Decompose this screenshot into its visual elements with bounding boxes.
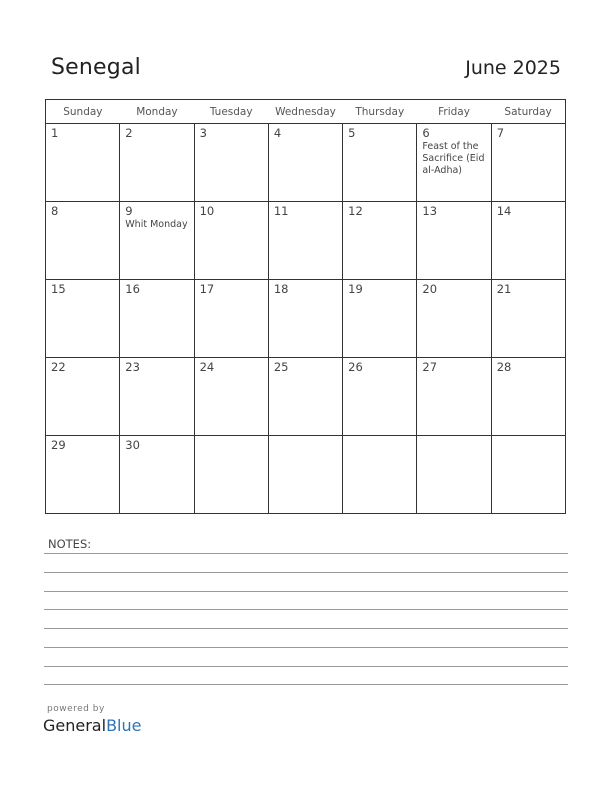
calendar-day-cell: [194, 358, 268, 436]
day-number: 6: [422, 126, 430, 140]
day-cell-content: [120, 358, 193, 435]
day-cell-content: [343, 358, 416, 435]
day-number: 2: [125, 126, 133, 140]
calendar-day-cell: [268, 358, 342, 436]
calendar-body: [46, 124, 566, 514]
day-number: 14: [496, 204, 512, 218]
day-cell-content: [269, 358, 342, 435]
calendar-week-row: [46, 436, 566, 514]
day-cell-content: [343, 124, 416, 201]
day-cell-content: [120, 124, 193, 201]
day-cell-content: [46, 202, 119, 279]
calendar-week-row: [46, 358, 566, 436]
day-number: 26: [348, 360, 363, 374]
day-number: 25: [273, 360, 289, 374]
day-number: 10: [199, 204, 215, 218]
day-cell-content: [46, 124, 119, 201]
calendar-day-cell: [343, 202, 417, 280]
day-number: 27: [422, 360, 438, 374]
day-cell-content: [46, 436, 119, 513]
day-cell-content: [492, 358, 565, 435]
calendar-day-cell: [268, 202, 342, 280]
day-cell-content: [195, 124, 268, 201]
day-number: 4: [273, 126, 282, 140]
day-number: 24: [199, 360, 215, 374]
day-cell-content: [195, 202, 268, 279]
day-number: 28: [496, 360, 512, 374]
day-cell-content: [492, 280, 565, 357]
day-cell-content: [120, 280, 193, 357]
holiday-label: Whit Monday: [125, 219, 188, 230]
calendar-day-cell: [194, 202, 268, 280]
calendar-day-cell: [120, 280, 194, 358]
note-line: [44, 609, 568, 610]
note-line: [44, 553, 568, 554]
calendar-week-row: [46, 124, 566, 202]
calendar-day-cell: [46, 202, 120, 280]
day-cell-content: [417, 202, 490, 279]
day-number: 3: [199, 126, 207, 140]
note-line: [44, 666, 568, 667]
calendar-month-title: June 2025: [465, 57, 561, 79]
generalblue-logo: [43, 716, 141, 735]
day-cell-content: [492, 124, 565, 201]
day-number: 9: [125, 204, 133, 218]
note-line: [44, 572, 568, 573]
calendar-day-cell: [120, 436, 194, 514]
calendar-grid: [45, 99, 566, 514]
calendar-day-cell: [417, 124, 491, 202]
calendar-day-cell: [417, 436, 491, 514]
day-number: 13: [422, 204, 438, 218]
day-cell-content: [269, 280, 342, 357]
day-cell-content: [417, 358, 490, 435]
calendar-day-cell: [120, 202, 194, 280]
calendar-day-cell: [417, 358, 491, 436]
day-cell-content: [492, 202, 565, 279]
note-line: [44, 591, 568, 592]
day-cell-content: [269, 436, 342, 513]
calendar-day-cell: [491, 202, 565, 280]
day-number: 19: [348, 282, 363, 296]
calendar-week-row: [46, 202, 566, 280]
calendar-day-cell: [46, 436, 120, 514]
day-cell-content: [195, 280, 268, 357]
weekday-header-row: [46, 100, 566, 124]
calendar-day-cell: [268, 436, 342, 514]
calendar-day-cell: [120, 358, 194, 436]
calendar-day-cell: [194, 280, 268, 358]
note-line: [44, 647, 568, 648]
day-number: 12: [348, 204, 363, 218]
calendar-day-cell: [268, 280, 342, 358]
day-cell-content: [417, 124, 490, 201]
weekday-tuesday: Tuesday: [194, 100, 268, 124]
weekday-wednesday: Wednesday: [268, 100, 342, 124]
day-number: 7: [496, 126, 505, 140]
calendar-day-cell: [417, 202, 491, 280]
day-number: 21: [496, 282, 512, 296]
weekday-monday: Monday: [120, 100, 194, 124]
holiday-label: Feast of the Sacrifice (Eid al-Adha): [422, 141, 485, 176]
day-cell-content: [343, 436, 416, 513]
day-number: 11: [273, 204, 289, 218]
calendar-day-cell: [417, 280, 491, 358]
calendar-day-cell: [491, 358, 565, 436]
calendar-day-cell: [491, 436, 565, 514]
day-cell-content: [120, 436, 193, 513]
day-number: 16: [125, 282, 140, 296]
day-number: 1: [51, 126, 59, 140]
powered-by-text: powered by: [47, 704, 105, 714]
calendar-day-cell: [194, 124, 268, 202]
day-cell-content: [417, 436, 490, 513]
day-cell-content: [492, 436, 565, 513]
weekday-friday: Friday: [417, 100, 491, 124]
day-number: 30: [125, 438, 140, 452]
day-cell-content: [343, 280, 416, 357]
day-number: 8: [51, 204, 59, 218]
day-number: 5: [348, 126, 356, 140]
notes-label: NOTES:: [48, 537, 92, 551]
weekday-sunday: Sunday: [46, 100, 120, 124]
day-number: 17: [199, 282, 215, 296]
calendar-day-cell: [491, 124, 565, 202]
calendar-day-cell: [343, 358, 417, 436]
day-cell-content: [343, 202, 416, 279]
day-number: 20: [422, 282, 438, 296]
day-cell-content: [46, 358, 119, 435]
note-line: [44, 684, 568, 685]
brand-blue: Blue: [106, 716, 142, 735]
calendar-day-cell: [46, 124, 120, 202]
calendar-day-cell: [46, 280, 120, 358]
brand-general: General: [43, 716, 107, 735]
day-number: 18: [273, 282, 289, 296]
calendar-day-cell: [46, 358, 120, 436]
day-number: 23: [125, 360, 140, 374]
day-cell-content: [195, 358, 268, 435]
calendar-day-cell: [491, 280, 565, 358]
day-cell-content: [269, 124, 342, 201]
weekday-thursday: Thursday: [343, 100, 417, 124]
calendar-country-title: Senegal: [51, 55, 141, 80]
calendar-day-cell: [194, 436, 268, 514]
weekday-saturday: Saturday: [491, 100, 565, 124]
note-line: [44, 628, 568, 629]
calendar-day-cell: [343, 124, 417, 202]
day-cell-content: [195, 436, 268, 513]
day-number: 29: [51, 438, 66, 452]
day-cell-content: [417, 280, 490, 357]
calendar-day-cell: [120, 124, 194, 202]
calendar-week-row: [46, 280, 566, 358]
day-cell-content: [269, 202, 342, 279]
day-cell-content: [120, 202, 193, 279]
calendar-day-cell: [343, 280, 417, 358]
day-cell-content: [46, 280, 119, 357]
day-number: 22: [51, 360, 66, 374]
calendar-day-cell: [268, 124, 342, 202]
calendar-day-cell: [343, 436, 417, 514]
day-number: 15: [51, 282, 66, 296]
